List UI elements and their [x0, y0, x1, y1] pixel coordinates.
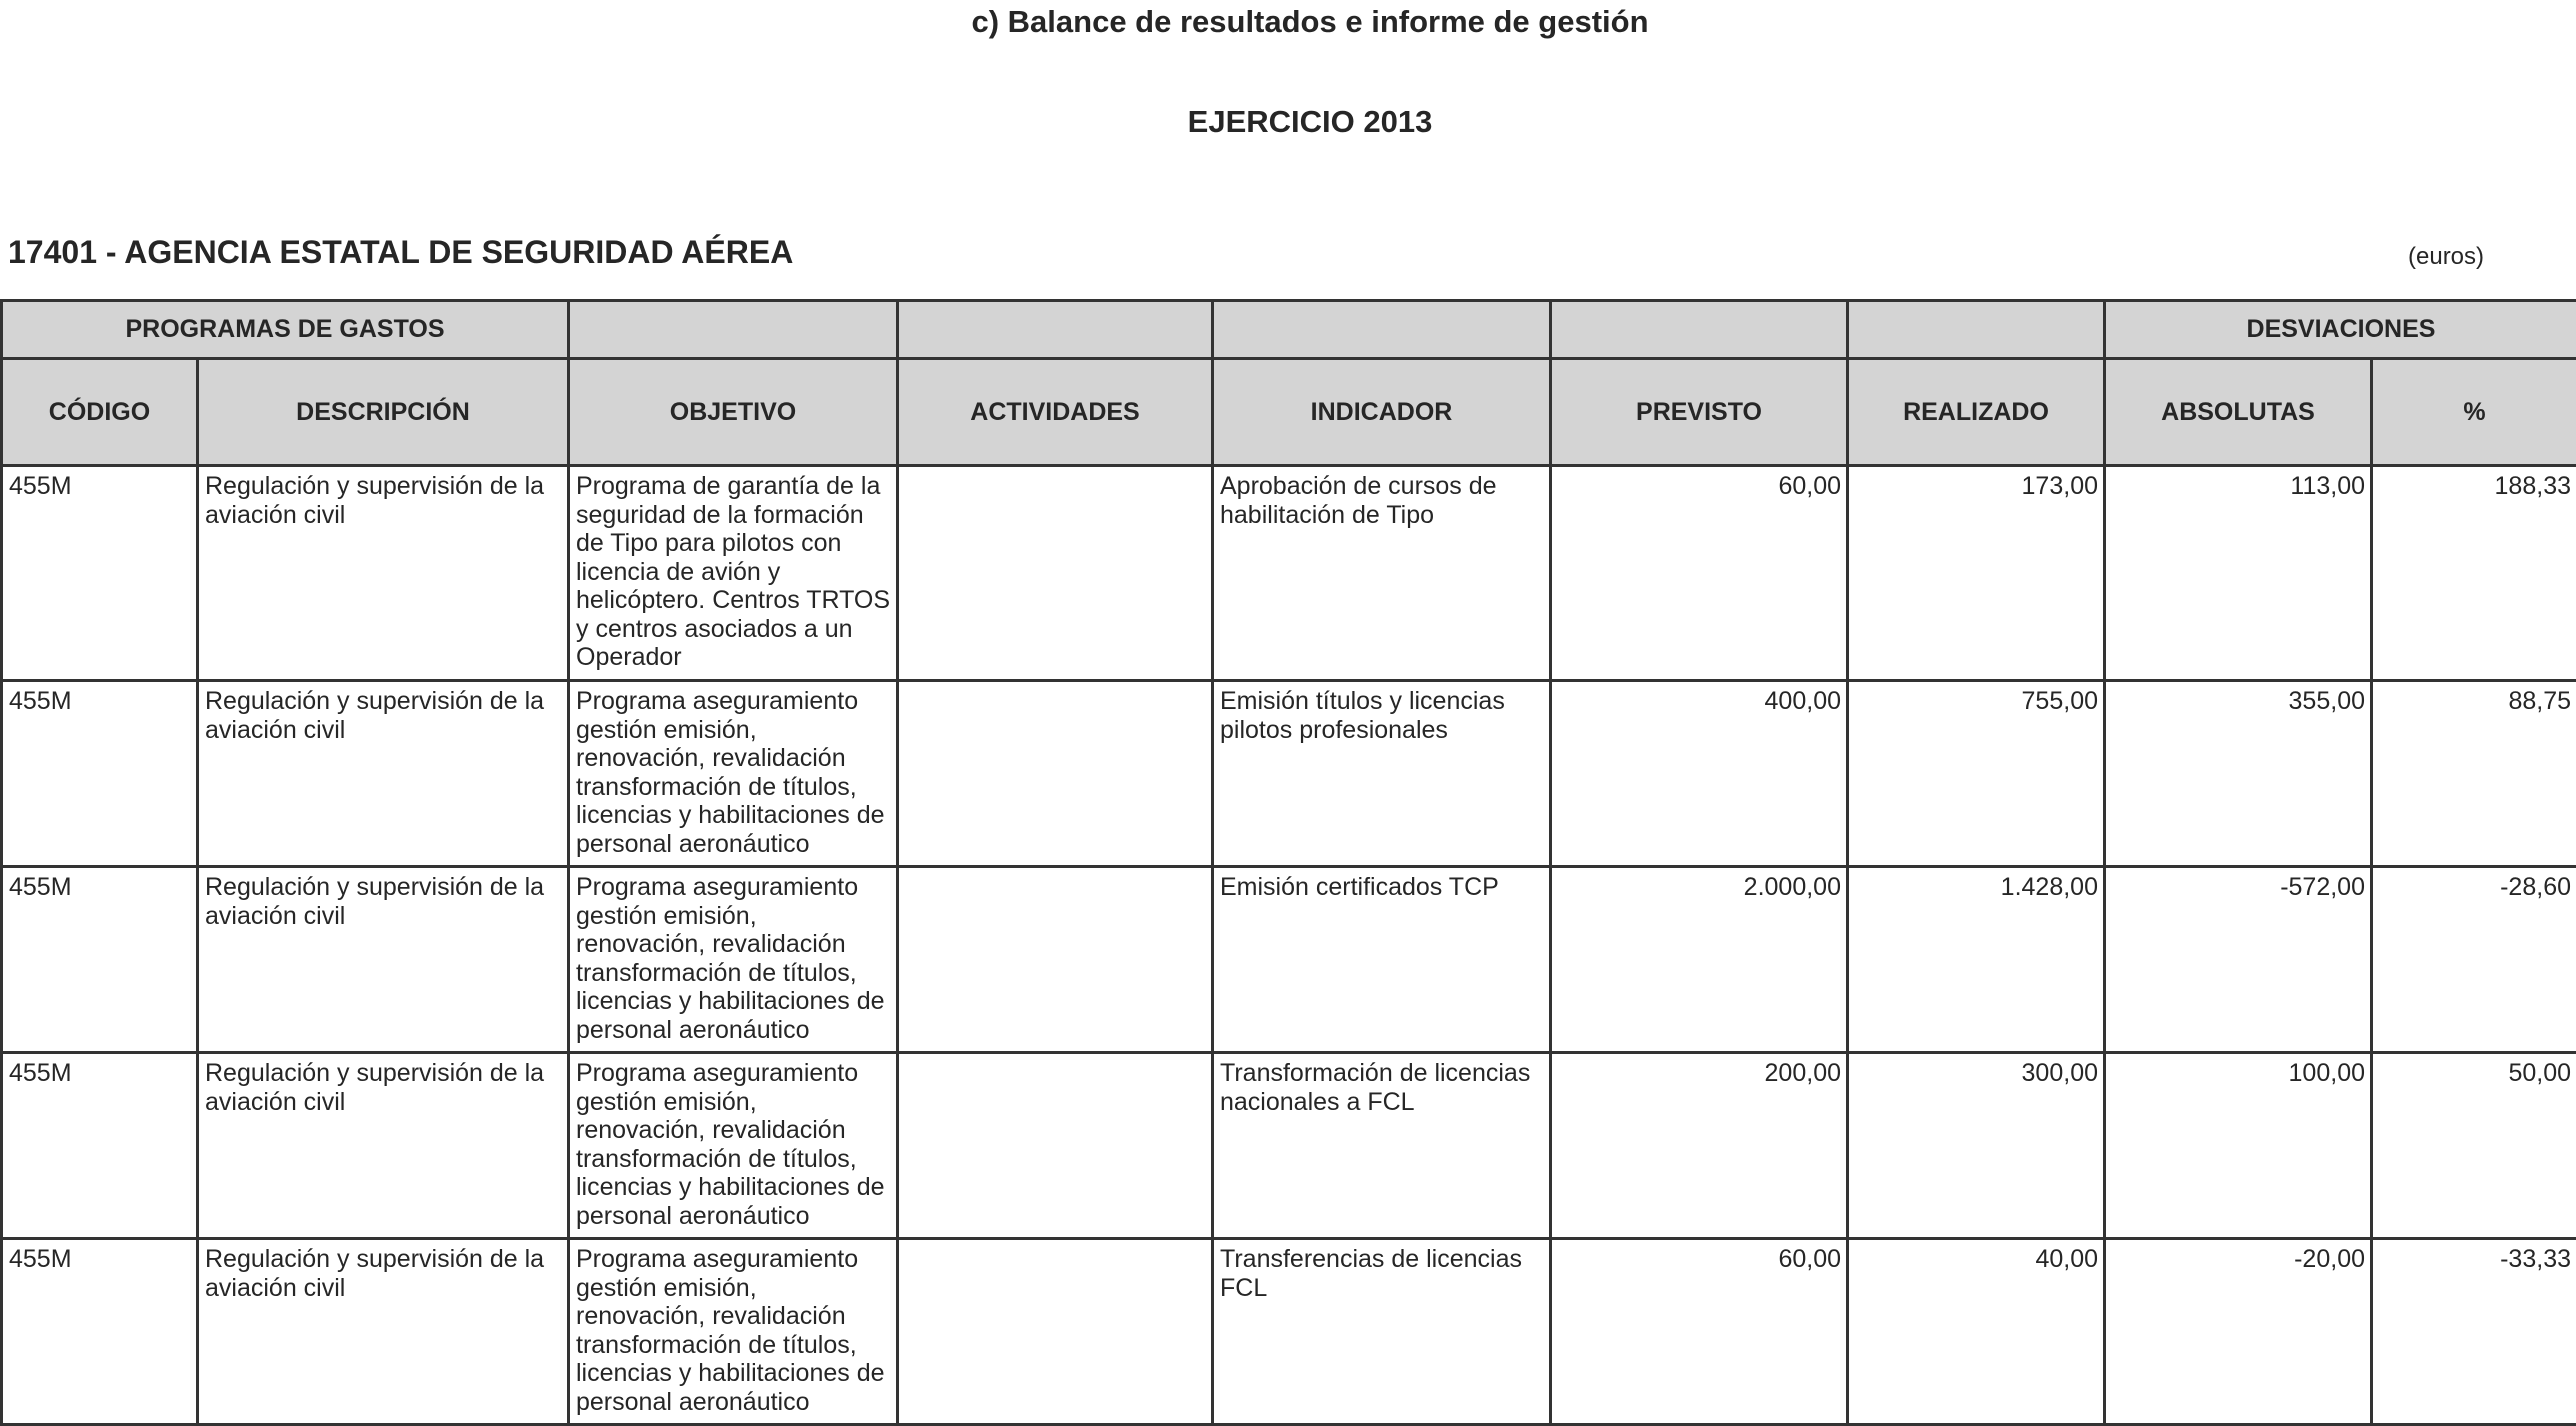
cell-codigo: 455M	[2, 1053, 198, 1239]
agency-heading: 17401 - AGENCIA ESTATAL DE SEGURIDAD AÉREA	[8, 234, 793, 271]
group-header-empty	[1213, 301, 1551, 359]
cell-previsto: 400,00	[1551, 681, 1848, 867]
cell-actividades	[898, 1053, 1213, 1239]
cell-objetivo: Programa aseguramiento gestión emisión, renovación, revalidación transformación de títulos, licencias y habilitaciones de personal aeronáutico	[569, 681, 898, 867]
group-header-empty	[569, 301, 898, 359]
cell-actividades	[898, 867, 1213, 1053]
cell-absolutas: 100,00	[2105, 1053, 2372, 1239]
cell-descripcion: Regulación y supervisión de la aviación civil	[198, 681, 569, 867]
cell-indicador: Emisión títulos y licencias pilotos profesionales	[1213, 681, 1551, 867]
cell-indicador: Transferencias de licencias FCL	[1213, 1239, 1551, 1425]
group-header-empty	[1551, 301, 1848, 359]
table-row	[2, 681, 2576, 867]
cell-realizado: 40,00	[1848, 1239, 2105, 1425]
column-header-objetivo: OBJETIVO	[569, 359, 898, 466]
report-title: c) Balance de resultados e informe de gestión	[0, 4, 2576, 40]
cell-absolutas: -20,00	[2105, 1239, 2372, 1425]
currency-unit-label: (euros)	[2408, 243, 2484, 271]
cell-indicador: Aprobación de cursos de habilitación de Tipo	[1213, 466, 1551, 681]
cell-absolutas: 355,00	[2105, 681, 2372, 867]
cell-descripcion: Regulación y supervisión de la aviación civil	[198, 1239, 569, 1425]
column-header-actividades: ACTIVIDADES	[898, 359, 1213, 466]
cell-objetivo: Programa aseguramiento gestión emisión, renovación, revalidación transformación de títulos, licencias y habilitaciones de personal aeronáutico	[569, 1239, 898, 1425]
cell-porcentaje: 50,00	[2372, 1053, 2576, 1239]
cell-porcentaje: 188,33	[2372, 466, 2576, 681]
cell-codigo: 455M	[2, 681, 198, 867]
cell-absolutas: -572,00	[2105, 867, 2372, 1053]
fiscal-year-heading: EJERCICIO 2013	[0, 104, 2576, 140]
cell-realizado: 1.428,00	[1848, 867, 2105, 1053]
cell-objetivo: Programa aseguramiento gestión emisión, renovación, revalidación transformación de títulos, licencias y habilitaciones de personal aeronáutico	[569, 1053, 898, 1239]
column-header-realizado: REALIZADO	[1848, 359, 2105, 466]
cell-codigo: 455M	[2, 867, 198, 1053]
cell-realizado: 173,00	[1848, 466, 2105, 681]
table-row	[2, 466, 2576, 681]
cell-absolutas: 113,00	[2105, 466, 2372, 681]
column-header-row	[2, 359, 2576, 466]
table-row	[2, 1053, 2576, 1239]
cell-actividades	[898, 1239, 1213, 1425]
cell-actividades	[898, 466, 1213, 681]
column-header-indicador: INDICADOR	[1213, 359, 1551, 466]
cell-realizado: 755,00	[1848, 681, 2105, 867]
cell-porcentaje: 88,75	[2372, 681, 2576, 867]
cell-descripcion: Regulación y supervisión de la aviación civil	[198, 466, 569, 681]
cell-previsto: 200,00	[1551, 1053, 1848, 1239]
group-header-row	[2, 301, 2576, 359]
group-header-empty	[1848, 301, 2105, 359]
results-table	[0, 299, 2576, 1426]
table-row	[2, 867, 2576, 1053]
cell-realizado: 300,00	[1848, 1053, 2105, 1239]
cell-codigo: 455M	[2, 1239, 198, 1425]
column-header-absolutas: ABSOLUTAS	[2105, 359, 2372, 466]
cell-previsto: 60,00	[1551, 1239, 1848, 1425]
cell-objetivo: Programa aseguramiento gestión emisión, renovación, revalidación transformación de títulos, licencias y habilitaciones de personal aeronáutico	[569, 867, 898, 1053]
group-header-programas: PROGRAMAS DE GASTOS	[2, 301, 569, 359]
cell-actividades	[898, 681, 1213, 867]
table-row	[2, 1239, 2576, 1425]
cell-porcentaje: -28,60	[2372, 867, 2576, 1053]
cell-descripcion: Regulación y supervisión de la aviación civil	[198, 867, 569, 1053]
column-header-codigo: CÓDIGO	[2, 359, 198, 466]
group-header-empty	[898, 301, 1213, 359]
cell-previsto: 60,00	[1551, 466, 1848, 681]
cell-objetivo: Programa de garantía de la seguridad de la formación de Tipo para pilotos con licencia de avión y helicóptero. Centros TRTOS y centros asociados a un Operador	[569, 466, 898, 681]
cell-indicador: Emisión certificados TCP	[1213, 867, 1551, 1053]
column-header-previsto: PREVISTO	[1551, 359, 1848, 466]
column-header-descripcion: DESCRIPCIÓN	[198, 359, 569, 466]
cell-codigo: 455M	[2, 466, 198, 681]
cell-porcentaje: -33,33	[2372, 1239, 2576, 1425]
group-header-desviaciones: DESVIACIONES	[2105, 301, 2576, 359]
cell-indicador: Transformación de licencias nacionales a FCL	[1213, 1053, 1551, 1239]
column-header-porcentaje: %	[2372, 359, 2576, 466]
cell-previsto: 2.000,00	[1551, 867, 1848, 1053]
cell-descripcion: Regulación y supervisión de la aviación civil	[198, 1053, 569, 1239]
